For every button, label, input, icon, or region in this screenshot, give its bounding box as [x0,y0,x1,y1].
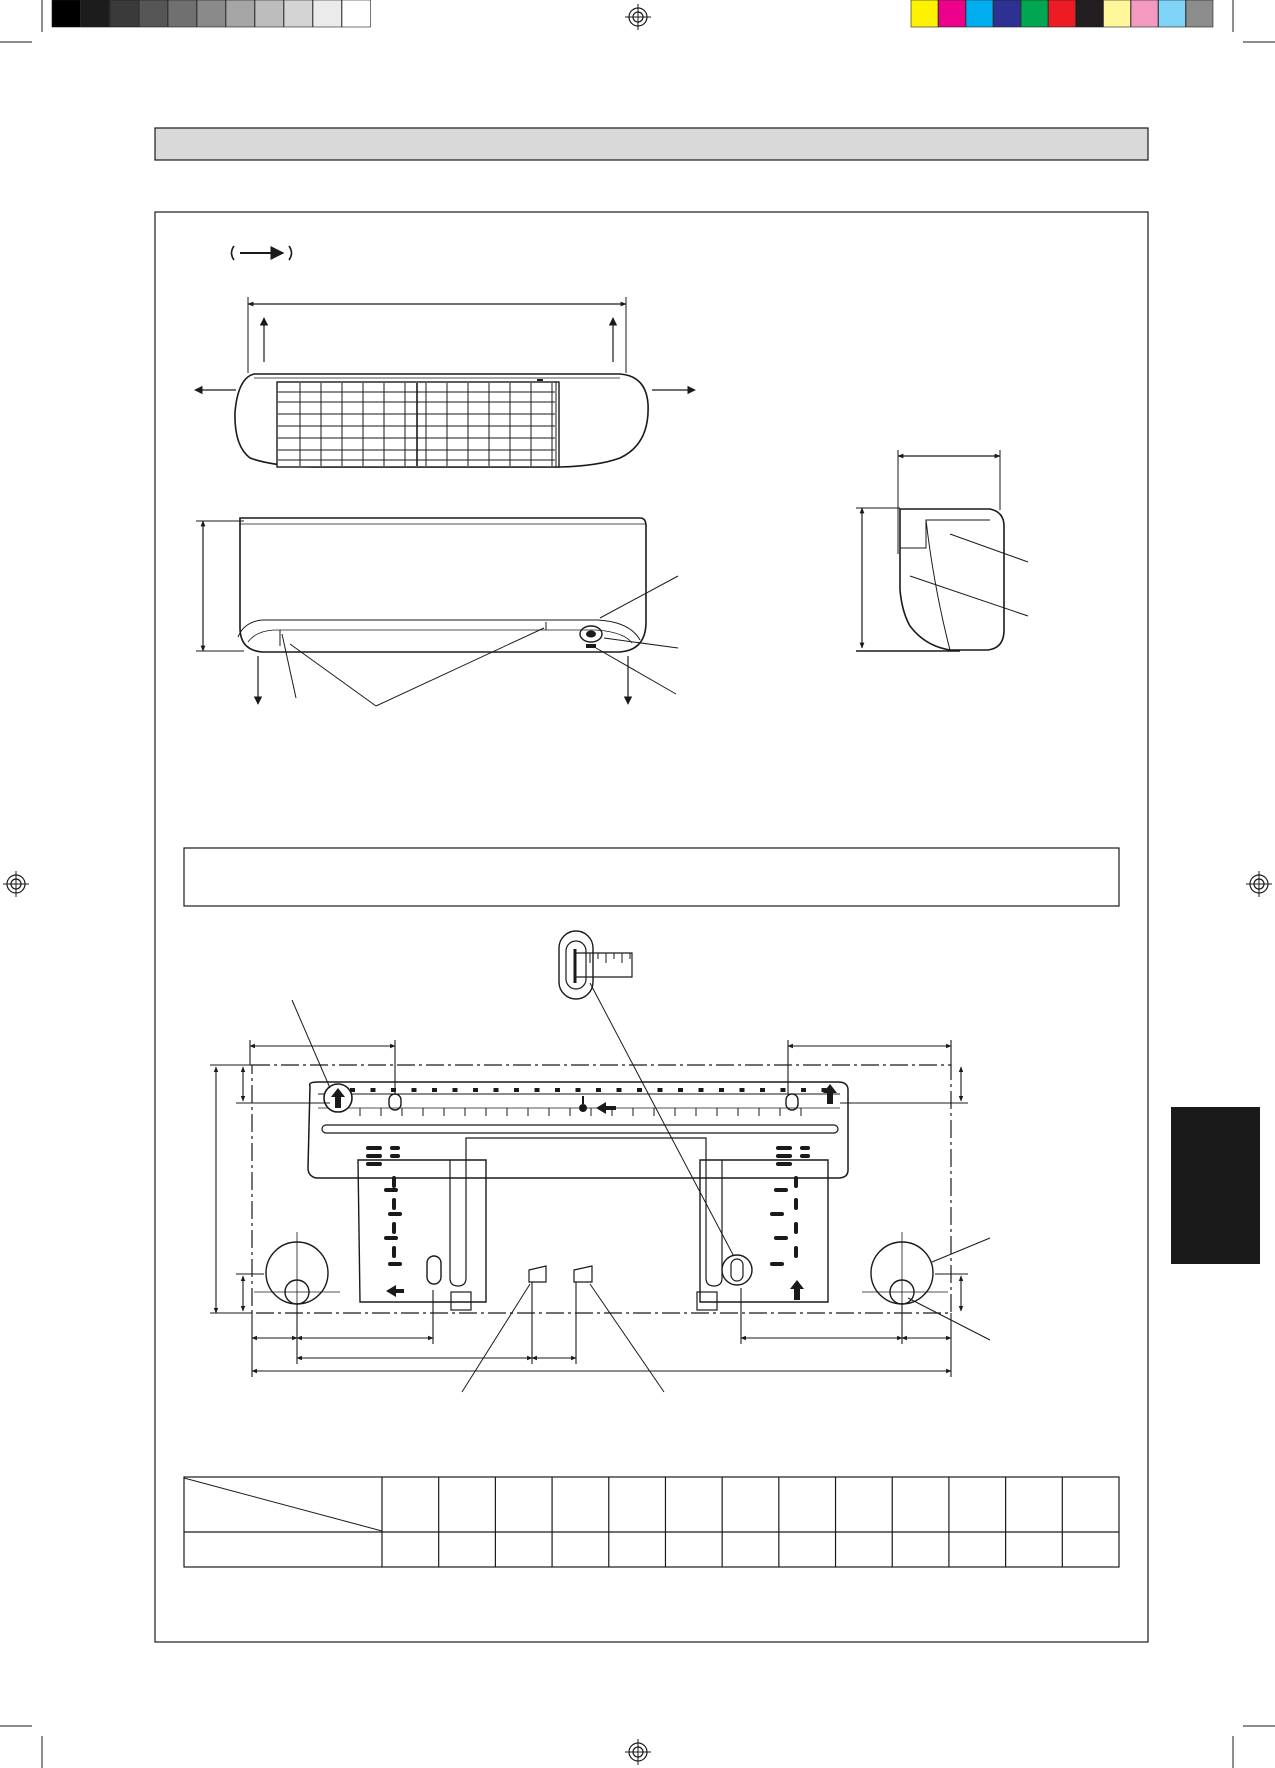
plate-notch [658,1088,663,1092]
plate-slot-vertical [392,1222,396,1234]
plate-slot [390,1154,400,1158]
note-box [184,848,1119,906]
plate-notch [453,1088,458,1092]
indoor-unit-side-view [856,450,1028,651]
plate-notch [576,1088,581,1092]
plate-slot [366,1146,382,1150]
color-swatch [1159,0,1186,27]
plate-notch [740,1088,745,1092]
plate-slot [388,1262,402,1266]
tape-ruler-ticks [590,953,630,963]
plate-notch [555,1088,560,1092]
plate-notch [781,1088,786,1092]
plate-slot [776,1162,792,1166]
gray-swatch [110,0,139,27]
plate-notch [719,1088,724,1092]
gray-swatch [168,0,197,27]
plate-slot-vertical [392,1176,396,1188]
plate-notch [432,1088,437,1092]
plate-slot [800,1154,810,1158]
plate-slot-vertical [794,1176,798,1188]
plate-slot [390,1146,400,1150]
registration-mark-right [1246,871,1272,897]
color-swatch [1076,0,1103,27]
plate-notch [760,1088,765,1092]
registration-mark-top [625,4,651,30]
mounting-plate-dimensions [210,1040,968,1377]
plate-slot [770,1262,784,1266]
gray-swatch [81,0,110,27]
grayscale-calibration-strip [52,0,371,27]
plate-notch [596,1088,601,1092]
color-swatch [994,0,1021,27]
gray-swatch [139,0,168,27]
plate-notch [494,1088,499,1092]
color-swatch [1186,0,1213,27]
registration-mark-bottom [625,1739,651,1765]
gray-swatch [255,0,284,27]
plate-slot [366,1154,382,1158]
plate-slot-vertical [392,1246,396,1258]
plate-mounting-slots [366,1146,810,1266]
plate-notch [617,1088,622,1092]
plate-slot-vertical [794,1246,798,1258]
plate-slot [388,1212,402,1216]
plate-slot-vertical [794,1222,798,1234]
dimension-table [184,1477,1119,1567]
color-swatch [911,0,938,27]
plate-slot [776,1146,792,1150]
gray-swatch [197,0,226,27]
plate-notch [371,1088,376,1092]
gray-swatch [313,0,342,27]
plate-notch [699,1088,704,1092]
plate-leader-lines [292,1000,990,1392]
gray-swatch [342,0,371,27]
airflow-legend [232,246,292,260]
mounting-plate [252,1065,951,1336]
indoor-unit-top-view [195,297,695,467]
plate-slot [770,1212,784,1216]
plate-slot [776,1154,792,1158]
color-swatch [966,0,993,27]
plate-notch [412,1088,417,1092]
plate-slot [384,1188,398,1192]
measuring-tape-icon [559,931,740,1268]
plate-notch [637,1088,642,1092]
plate-slot [366,1162,382,1166]
plate-notch [473,1088,478,1092]
section-title-bar [155,128,1148,160]
plate-top-notches [350,1088,827,1116]
table-column-lines [382,1477,1062,1567]
registration-mark-left [3,871,29,897]
plate-slot-vertical [794,1198,798,1210]
center-mark [579,1096,616,1114]
color-swatch [939,0,966,27]
plate-notch [678,1088,683,1092]
gray-swatch [52,0,81,27]
color-swatch [1104,0,1131,27]
side-section-tab [1171,1107,1260,1264]
pipe-hole-right [862,1232,948,1336]
color-swatch [1049,0,1076,27]
gray-swatch [284,0,313,27]
plate-notch [535,1088,540,1092]
color-swatch [1021,0,1048,27]
color-calibration-strip [911,0,1213,27]
screw-hole-upper-right [786,1084,837,1110]
plate-slot [384,1236,398,1240]
color-swatch [1131,0,1158,27]
plate-slot [774,1188,788,1192]
plate-notch [514,1088,519,1092]
gray-swatch [226,0,255,27]
plate-notch [801,1088,806,1092]
plate-slot [800,1146,810,1150]
plate-slot [774,1236,788,1240]
indoor-unit-front-view [196,518,678,706]
plate-slot-vertical [392,1198,396,1210]
